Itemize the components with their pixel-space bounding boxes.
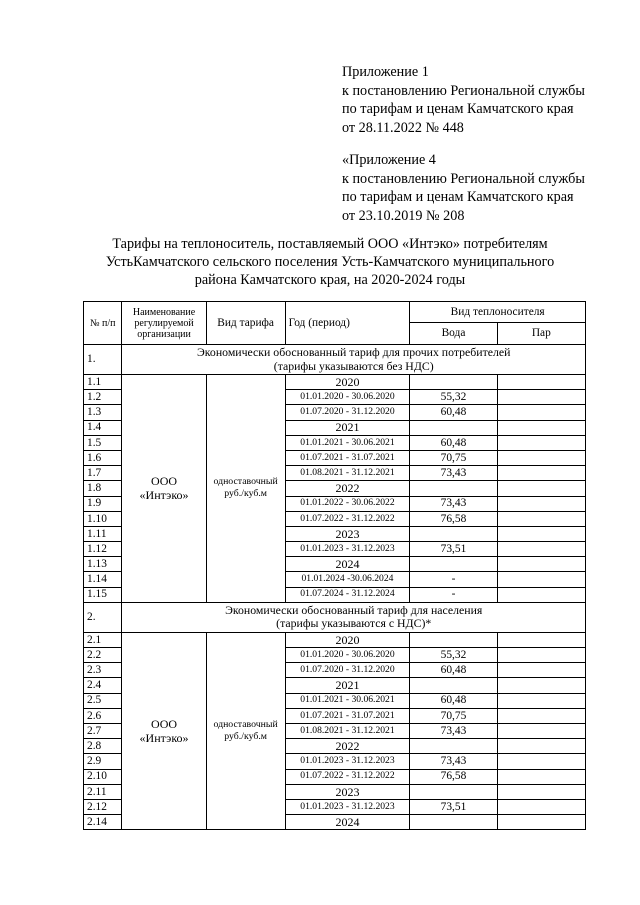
period-cell: 01.07.2020 - 31.12.2020 xyxy=(285,663,410,678)
year-cell: 2024 xyxy=(285,557,410,572)
water-value xyxy=(410,375,497,390)
water-value xyxy=(410,815,497,830)
row-number: 1.9 xyxy=(84,496,122,511)
year-cell: 2024 xyxy=(285,815,410,830)
appendix-1-line: от 28.11.2022 № 448 xyxy=(342,119,464,136)
steam-value xyxy=(497,739,585,754)
year-cell: 2020 xyxy=(285,632,410,647)
organization-cell xyxy=(122,375,206,603)
water-value xyxy=(410,481,497,496)
water-value: 55,32 xyxy=(410,390,497,405)
water-value: 73,51 xyxy=(410,542,497,557)
tariff-table xyxy=(83,301,586,830)
steam-value xyxy=(497,572,585,587)
document-title xyxy=(60,235,600,290)
tariff-kind-line: одноставочный xyxy=(213,719,278,731)
water-value: 73,43 xyxy=(410,496,497,511)
steam-value xyxy=(497,405,585,420)
steam-value xyxy=(497,693,585,708)
appendix-4-line: от 23.10.2019 № 208 xyxy=(342,207,465,224)
water-value xyxy=(410,784,497,799)
row-number: 2.3 xyxy=(84,663,122,678)
steam-value xyxy=(497,375,585,390)
section-title-line: Экономически обоснованный тариф для прочих потребителей xyxy=(197,345,511,359)
col-header-water: Вода xyxy=(410,323,497,345)
tariff-kind-cell xyxy=(206,632,285,829)
water-value: - xyxy=(410,572,497,587)
col-header-carrier: Вид теплоносителя xyxy=(410,302,586,323)
period-cell: 01.01.2022 - 30.06.2022 xyxy=(285,496,410,511)
row-number: 1.3 xyxy=(84,405,122,420)
organization-cell xyxy=(122,632,206,829)
period-cell: 01.07.2021 - 31.07.2021 xyxy=(285,708,410,723)
organization-name-line: «Интэко» xyxy=(139,731,189,746)
water-value xyxy=(410,678,497,693)
row-number: 1.15 xyxy=(84,587,122,602)
appendix-1-header xyxy=(342,63,585,137)
water-value: 73,43 xyxy=(410,754,497,769)
steam-value xyxy=(497,526,585,541)
row-number: 2.2 xyxy=(84,648,122,663)
row-number: 1.6 xyxy=(84,450,122,465)
period-cell: 01.08.2021 - 31.12.2021 xyxy=(285,723,410,738)
col-header-period: Год (период) xyxy=(285,302,410,345)
steam-value xyxy=(497,799,585,814)
year-cell: 2023 xyxy=(285,784,410,799)
row-number: 2.5 xyxy=(84,693,122,708)
period-cell: 01.07.2024 - 31.12.2024 xyxy=(285,587,410,602)
steam-value xyxy=(497,663,585,678)
year-cell: 2021 xyxy=(285,420,410,435)
col-header-kind: Вид тарифа xyxy=(206,302,285,345)
tariff-kind-line: руб./куб.м xyxy=(224,731,267,743)
section-title xyxy=(122,345,586,375)
appendix-1-line: по тарифам и ценам Камчатского края xyxy=(342,101,574,117)
title-line: Тарифы на теплоноситель, поставляемый ООО «Интэко» потребителям xyxy=(112,236,548,252)
row-number: 2.10 xyxy=(84,769,122,784)
water-value xyxy=(410,739,497,754)
section-title-line: (тарифы указываются без НДС) xyxy=(273,358,434,373)
water-value: 55,32 xyxy=(410,648,497,663)
section-header-row xyxy=(84,345,586,375)
appendix-4-line: к постановлению Региональной службы xyxy=(342,170,585,187)
col-header-num: № п/п xyxy=(84,302,122,345)
section-title xyxy=(122,602,586,632)
row-number: 2.9 xyxy=(84,754,122,769)
period-cell: 01.08.2021 - 31.12.2021 xyxy=(285,466,410,481)
table-row xyxy=(84,632,586,647)
section-number: 1. xyxy=(84,345,122,375)
period-cell: 01.07.2022 - 31.12.2022 xyxy=(285,769,410,784)
water-value xyxy=(410,526,497,541)
steam-value xyxy=(497,587,585,602)
steam-value xyxy=(497,648,585,663)
water-value: 70,75 xyxy=(410,708,497,723)
year-cell: 2021 xyxy=(285,678,410,693)
row-number: 1.10 xyxy=(84,511,122,526)
row-number: 2.11 xyxy=(84,784,122,799)
steam-value xyxy=(497,557,585,572)
row-number: 1.1 xyxy=(84,375,122,390)
period-cell: 01.07.2020 - 31.12.2020 xyxy=(285,405,410,420)
year-cell: 2023 xyxy=(285,526,410,541)
period-cell: 01.07.2022 - 31.12.2022 xyxy=(285,511,410,526)
appendix-1-line: Приложение 1 xyxy=(342,64,429,80)
row-number: 2.4 xyxy=(84,678,122,693)
title-line: района Камчатского края, на 2020-2024 годы xyxy=(194,272,466,289)
year-cell: 2022 xyxy=(285,739,410,754)
appendix-4-header xyxy=(342,151,585,225)
row-number: 1.11 xyxy=(84,526,122,541)
row-number: 1.13 xyxy=(84,557,122,572)
row-number: 1.12 xyxy=(84,542,122,557)
row-number: 1.5 xyxy=(84,435,122,450)
steam-value xyxy=(497,542,585,557)
steam-value xyxy=(497,496,585,511)
section-header-row xyxy=(84,602,586,632)
steam-value xyxy=(497,390,585,405)
tariff-kind-line: руб./куб.м xyxy=(224,488,267,500)
row-number: 2.14 xyxy=(84,815,122,830)
title-line: УстьКамчатского сельского поселения Усть-Камчатского муниципального xyxy=(105,254,555,271)
steam-value xyxy=(497,815,585,830)
row-number: 1.4 xyxy=(84,420,122,435)
water-value: 73,43 xyxy=(410,466,497,481)
year-cell: 2022 xyxy=(285,481,410,496)
period-cell: 01.01.2024 -30.06.2024 xyxy=(285,572,410,587)
steam-value xyxy=(497,420,585,435)
steam-value xyxy=(497,708,585,723)
section-title-line: (тарифы указываются с НДС)* xyxy=(276,616,432,631)
water-value: 60,48 xyxy=(410,663,497,678)
steam-value xyxy=(497,632,585,647)
tariff-kind-cell xyxy=(206,375,285,603)
row-number: 1.2 xyxy=(84,390,122,405)
row-number: 2.1 xyxy=(84,632,122,647)
period-cell: 01.01.2020 - 30.06.2020 xyxy=(285,648,410,663)
row-number: 1.7 xyxy=(84,466,122,481)
steam-value xyxy=(497,450,585,465)
row-number: 2.12 xyxy=(84,799,122,814)
period-cell: 01.07.2021 - 31.07.2021 xyxy=(285,450,410,465)
year-cell: 2020 xyxy=(285,375,410,390)
water-value: 73,43 xyxy=(410,723,497,738)
water-value xyxy=(410,557,497,572)
row-number: 1.14 xyxy=(84,572,122,587)
col-header-steam: Пар xyxy=(497,323,585,345)
water-value xyxy=(410,420,497,435)
period-cell: 01.01.2020 - 30.06.2020 xyxy=(285,390,410,405)
period-cell: 01.01.2021 - 30.06.2021 xyxy=(285,435,410,450)
section-title-line: Экономически обоснованный тариф для населения xyxy=(225,602,483,617)
steam-value xyxy=(497,466,585,481)
table-row xyxy=(84,375,586,390)
row-number: 2.7 xyxy=(84,723,122,738)
organization-name-line: «Интэко» xyxy=(139,488,189,503)
col-header-org: Наименование регулируемой организации xyxy=(122,302,206,345)
steam-value xyxy=(497,678,585,693)
steam-value xyxy=(497,511,585,526)
period-cell: 01.01.2023 - 31.12.2023 xyxy=(285,542,410,557)
steam-value xyxy=(497,754,585,769)
water-value: - xyxy=(410,587,497,602)
steam-value xyxy=(497,435,585,450)
water-value: 60,48 xyxy=(410,405,497,420)
steam-value xyxy=(497,723,585,738)
water-value xyxy=(410,632,497,647)
appendix-1-line: к постановлению Региональной службы xyxy=(342,82,585,99)
period-cell: 01.01.2023 - 31.12.2023 xyxy=(285,799,410,814)
water-value: 60,48 xyxy=(410,693,497,708)
water-value: 76,58 xyxy=(410,769,497,784)
organization-name-line: ООО xyxy=(151,717,178,732)
steam-value xyxy=(497,769,585,784)
appendix-4-line: «Приложение 4 xyxy=(342,152,436,168)
organization-name-line: ООО xyxy=(151,474,178,489)
tariff-kind-line: одноставочный xyxy=(213,476,278,488)
row-number: 2.6 xyxy=(84,708,122,723)
water-value: 70,75 xyxy=(410,450,497,465)
water-value: 60,48 xyxy=(410,435,497,450)
water-value: 73,51 xyxy=(410,799,497,814)
section-number: 2. xyxy=(84,602,122,632)
water-value: 76,58 xyxy=(410,511,497,526)
appendix-4-line: по тарифам и ценам Камчатского края xyxy=(342,189,574,205)
row-number: 1.8 xyxy=(84,481,122,496)
steam-value xyxy=(497,481,585,496)
period-cell: 01.01.2023 - 31.12.2023 xyxy=(285,754,410,769)
steam-value xyxy=(497,784,585,799)
period-cell: 01.01.2021 - 30.06.2021 xyxy=(285,693,410,708)
row-number: 2.8 xyxy=(84,739,122,754)
